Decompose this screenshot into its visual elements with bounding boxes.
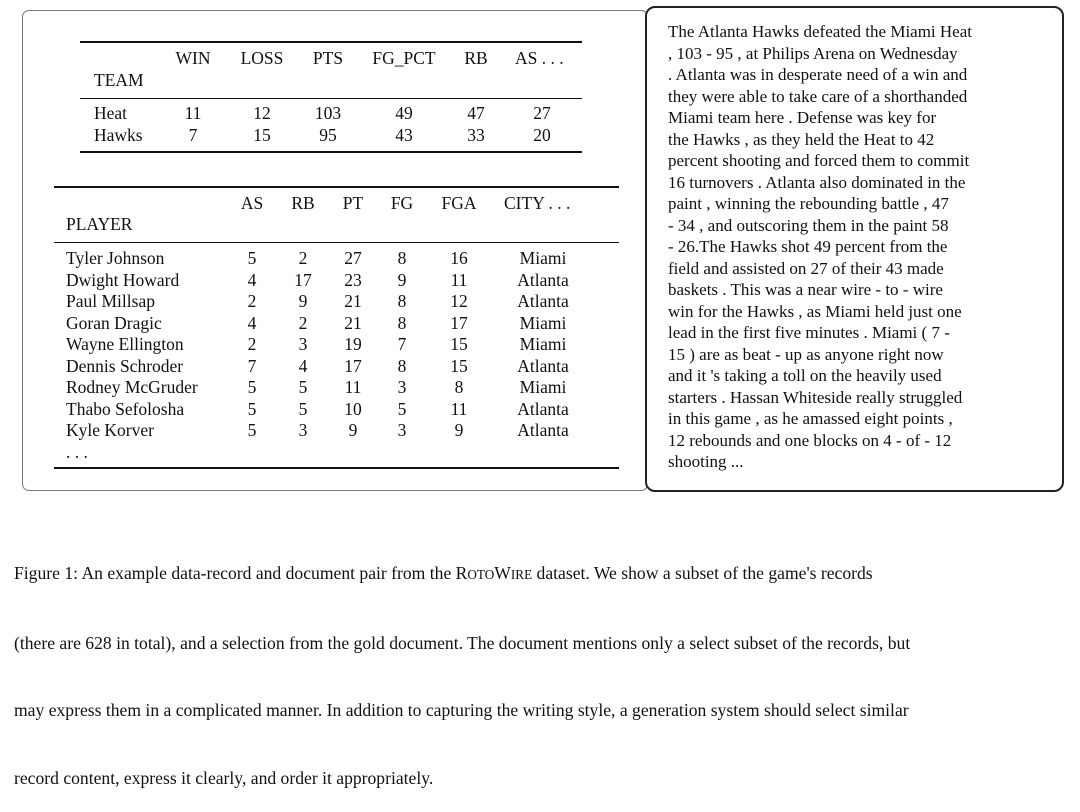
- document-line: paint , winning the rebounding battle , 47: [668, 194, 949, 213]
- player-cell: 10: [344, 398, 362, 419]
- player-cell: 11: [344, 377, 362, 397]
- caption-line-4: record content, express it clearly, and order it appropriately.: [14, 767, 434, 788]
- team-col-header: LOSS: [240, 48, 284, 68]
- player-cell: Miami: [519, 377, 567, 397]
- team-cell: 49: [395, 103, 413, 123]
- player-cell: 17: [294, 269, 312, 290]
- player-cell: 9: [298, 291, 308, 311]
- gold-document-panel: [645, 6, 1064, 492]
- document-line: shooting ...: [668, 452, 744, 471]
- player-cell: 12: [450, 291, 468, 311]
- document-line: and it 's taking a toll on the heavily used: [668, 366, 942, 385]
- team-cell: 43: [395, 125, 413, 145]
- document-line: , 103 - 95 , at Philips Arena on Wednesday: [668, 43, 958, 63]
- player-row-name: Thabo Sefolosha: [66, 398, 185, 419]
- player-cell: 11: [450, 398, 468, 419]
- player-row-name: Goran Dragic: [66, 312, 162, 333]
- document-line: in this game , as he amassed eight points ,: [668, 409, 953, 428]
- player-row-name: Tyler Johnson: [66, 248, 165, 268]
- player-row-name: Kyle Korver: [66, 420, 154, 440]
- caption-line-2: (there are 628 in total), and a selection from the gold document. The document mentions only a select subset of the records, but: [14, 632, 911, 653]
- player-cell: 21: [344, 291, 362, 311]
- document-line: 12 rebounds and one blocks on 4 - of - 12: [668, 430, 952, 450]
- player-cell: 7: [247, 355, 257, 376]
- team-cell: 12: [253, 103, 271, 123]
- player-row-name: Wayne Ellington: [66, 334, 184, 354]
- player-cell: Atlanta: [517, 291, 569, 311]
- caption-line-1: Figure 1: An example data-record and document pair from the ROTOWIRE dataset. We show a subset of the game's records: [14, 563, 873, 583]
- team-row-header: TEAM: [94, 70, 144, 90]
- team-table-bottom-rule: [80, 151, 582, 153]
- player-table-ellipsis: . . .: [66, 442, 88, 462]
- player-table-bottom-rule: [54, 467, 619, 469]
- player-cell: 21: [344, 312, 362, 333]
- player-cell: 2: [298, 248, 308, 268]
- team-table-top-rule: [80, 41, 582, 43]
- player-cell: 5: [247, 377, 257, 397]
- player-cell: 17: [450, 312, 468, 333]
- player-cell: Miami: [519, 334, 567, 354]
- team-col-header: WIN: [175, 48, 211, 68]
- player-cell: 3: [397, 420, 407, 440]
- document-line: lead in the first five minutes . Miami ( 7 -: [668, 323, 950, 342]
- document-line: percent shooting and forced them to commit: [668, 151, 970, 170]
- document-line: field and assisted on 27 of their 43 made: [668, 258, 944, 278]
- player-cell: 3: [397, 377, 407, 397]
- document-line: baskets . This was a near wire - to - wire: [668, 280, 943, 299]
- player-row-name: Paul Millsap: [66, 291, 155, 311]
- player-cell: 5: [298, 377, 308, 397]
- player-cell: 7: [397, 334, 407, 354]
- player-cell: 9: [397, 269, 407, 290]
- player-cell: 16: [450, 248, 468, 268]
- dataset-name: ROTOWIRE: [455, 563, 533, 583]
- player-cell: 9: [454, 420, 464, 440]
- team-col-header: AS . . .: [515, 48, 564, 68]
- player-cell: Atlanta: [517, 355, 569, 376]
- player-cell: 5: [397, 398, 407, 419]
- player-cell: 8: [397, 248, 407, 268]
- player-table-top-rule: [54, 186, 619, 188]
- player-cell: 2: [247, 291, 257, 311]
- document-line: the Hawks , as they held the Heat to 42: [668, 129, 935, 149]
- player-cell: 2: [298, 312, 308, 333]
- player-cell: 2: [247, 334, 257, 354]
- team-cell: 20: [533, 125, 551, 145]
- team-cell: 33: [467, 125, 485, 145]
- document-line: - 26.The Hawks shot 49 percent from the: [668, 237, 948, 256]
- player-cell: 3: [298, 334, 308, 354]
- document-line: they were able to take care of a shorthanded: [668, 86, 968, 106]
- player-table-mid-rule: [54, 242, 619, 243]
- player-cell: 27: [344, 248, 362, 268]
- team-cell: 15: [253, 125, 271, 145]
- team-cell: 27: [533, 103, 551, 123]
- player-cell: 8: [454, 377, 464, 397]
- gold-document-text: [668, 21, 1058, 473]
- player-col-header: RB: [291, 193, 315, 213]
- player-cell: 8: [397, 312, 407, 333]
- document-line: . Atlanta was in desperate need of a win and: [668, 65, 968, 84]
- player-cell: Atlanta: [517, 398, 569, 419]
- team-col-header: FG_PCT: [372, 48, 436, 68]
- player-cell: 5: [247, 248, 257, 268]
- player-cell: 8: [397, 291, 407, 311]
- team-cell: 7: [188, 125, 198, 145]
- player-cell: Atlanta: [517, 420, 569, 440]
- player-col-header: PT: [342, 193, 364, 213]
- player-cell: Miami: [519, 312, 567, 333]
- team-cell: 11: [184, 103, 202, 123]
- player-cell: 8: [397, 355, 407, 376]
- player-cell: Miami: [519, 248, 567, 268]
- player-row-name: Dwight Howard: [66, 269, 180, 290]
- player-cell: 17: [344, 355, 362, 376]
- player-cell: 4: [247, 269, 257, 290]
- player-cell: 11: [450, 269, 468, 290]
- player-cell: 9: [348, 420, 358, 440]
- player-cell: 5: [247, 420, 257, 440]
- caption-line-3: may express them in a complicated manner. In addition to capturing the writing style, a generation system should select similar: [14, 700, 909, 720]
- document-line: win for the Hawks , as Miami held just one: [668, 301, 962, 321]
- player-cell: 15: [450, 355, 468, 376]
- player-cell: 23: [344, 269, 362, 290]
- team-row-name: Heat: [94, 103, 128, 123]
- team-cell: 103: [314, 103, 342, 123]
- player-cell: 19: [344, 334, 362, 354]
- figure-caption: [14, 517, 1072, 812]
- document-line: 16 turnovers . Atlanta also dominated in the: [668, 172, 966, 192]
- document-line: starters . Hassan Whiteside really struggled: [668, 387, 963, 407]
- player-col-header: FG: [390, 193, 414, 213]
- player-cell: 3: [298, 420, 308, 440]
- player-cell: Atlanta: [517, 269, 569, 290]
- document-line: - 34 , and outscoring them in the paint 58: [668, 215, 949, 235]
- player-col-header: AS: [240, 193, 264, 213]
- player-cell: 4: [298, 355, 308, 376]
- player-row-header: PLAYER: [66, 214, 133, 234]
- team-row-name: Hawks: [94, 125, 143, 145]
- player-cell: 5: [298, 398, 308, 419]
- document-line: The Atlanta Hawks defeated the Miami Heat: [668, 22, 972, 41]
- player-col-header: CITY . . .: [504, 193, 571, 213]
- player-col-header: FGA: [441, 193, 477, 213]
- player-row-name: Rodney McGruder: [66, 377, 198, 397]
- player-cell: 4: [247, 312, 257, 333]
- team-col-header: RB: [464, 48, 488, 68]
- player-row-name: Dennis Schroder: [66, 355, 184, 376]
- team-cell: 47: [467, 103, 485, 123]
- document-line: Miami team here . Defense was key for: [668, 108, 937, 127]
- document-line: 15 ) are as beat - up as anyone right now: [668, 344, 944, 364]
- player-cell: 5: [247, 398, 257, 419]
- player-cell: 15: [450, 334, 468, 354]
- team-cell: 95: [319, 125, 337, 145]
- team-col-header: PTS: [312, 48, 344, 68]
- team-table-mid-rule: [80, 98, 582, 99]
